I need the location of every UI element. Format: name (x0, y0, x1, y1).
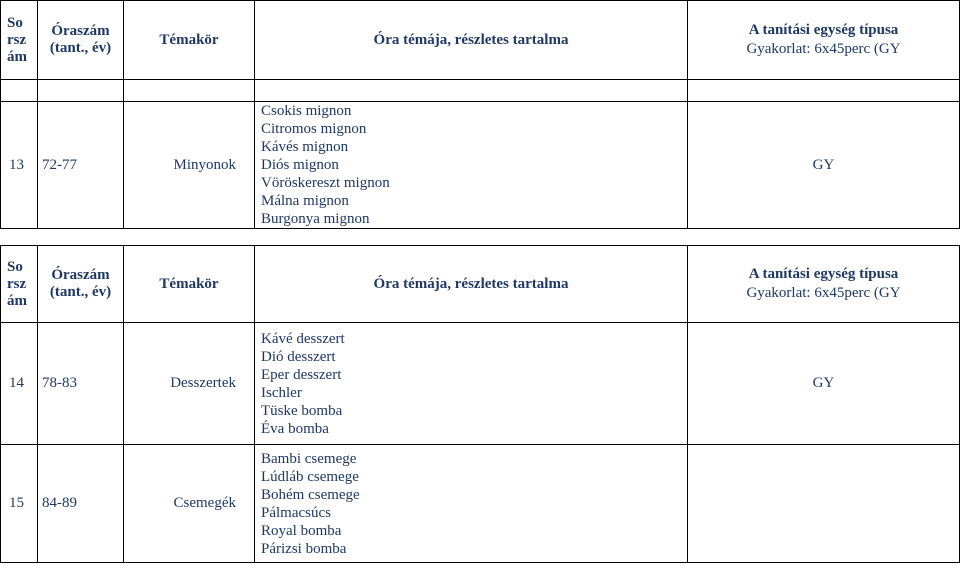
header-sorszam-line: So (7, 14, 23, 31)
header-oraszam-line1: Óraszám (51, 267, 110, 283)
header-oraszam-line1: Óraszám (51, 23, 110, 39)
header-tartalom: Óra témája, részletes tartalma (255, 1, 688, 80)
row-content (255, 323, 688, 445)
spacer-row (1, 80, 960, 102)
row-number: 14 (1, 323, 38, 445)
content-line: Csokis mignon (261, 103, 352, 119)
content-line: Párizsi bomba (261, 540, 347, 557)
header-temakor: Témakör (124, 1, 255, 80)
content-line: Burgonya mignon (261, 211, 370, 227)
row-topic: Minyonok (124, 102, 255, 229)
header-tartalom: Óra témája, részletes tartalma (255, 246, 688, 323)
row-content (255, 445, 688, 563)
header-sorszam-line: rsz (7, 31, 27, 48)
row-hours: 84-89 (38, 445, 124, 563)
header-oraszam-line2: (tant., év) (49, 40, 112, 56)
content-line: Málna mignon (261, 193, 349, 209)
content-line: Citromos mignon (261, 121, 367, 137)
row-hours: 78-83 (38, 323, 124, 445)
content-line: Bohém csemege (261, 486, 360, 503)
content-line: Bambi csemege (261, 450, 357, 467)
header-sorszam (1, 1, 38, 80)
header-row (1, 246, 960, 323)
content-line: Tüske bomba (261, 402, 343, 419)
row-hours: 72-77 (38, 102, 124, 229)
header-temakor: Témakör (124, 246, 255, 323)
lesson-table-1 (0, 0, 960, 229)
content-line: Kávé desszert (261, 330, 345, 347)
row-number: 15 (1, 445, 38, 563)
content-line: Pálmacsúcs (261, 504, 331, 521)
row-type: GY (688, 102, 960, 229)
header-row (1, 1, 960, 80)
header-sorszam-line: rsz (7, 275, 27, 292)
content-line: Dió desszert (261, 348, 336, 365)
table-row (1, 445, 960, 563)
header-tipus (688, 246, 960, 323)
table-row (1, 323, 960, 445)
header-sorszam-line: ám (7, 48, 27, 65)
content-line: Eper desszert (261, 366, 342, 383)
row-content (255, 102, 688, 229)
content-line: Diós mignon (261, 157, 339, 173)
content-line: Éva bomba (261, 420, 329, 437)
header-oraszam (38, 246, 124, 323)
header-tipus-line2: Gyakorlat: 6x45perc (GY (746, 285, 901, 301)
header-sorszam-line: ám (7, 292, 27, 309)
content-line: Lúdláb csemege (261, 468, 359, 485)
header-tipus-line1: A tanítási egység típusa (748, 22, 899, 38)
header-sorszam-line: So (7, 258, 23, 275)
row-topic: Csemegék (124, 445, 255, 563)
row-number: 13 (1, 102, 38, 229)
content-line: Royal bomba (261, 522, 342, 539)
table-row (1, 102, 960, 229)
header-oraszam-line2: (tant., év) (49, 284, 112, 300)
content-line: Ischler (261, 384, 302, 401)
row-type: GY (688, 323, 960, 445)
row-type (688, 445, 960, 563)
row-topic: Desszertek (124, 323, 255, 445)
content-line: Kávés mignon (261, 139, 349, 155)
header-sorszam (1, 246, 38, 323)
header-tipus-line2: Gyakorlat: 6x45perc (GY (746, 41, 901, 57)
header-tipus (688, 1, 960, 80)
lesson-table-2 (0, 245, 960, 563)
header-tipus-line1: A tanítási egység típusa (748, 266, 899, 282)
content-line: Vöröskereszt mignon (261, 175, 390, 191)
header-oraszam (38, 1, 124, 80)
